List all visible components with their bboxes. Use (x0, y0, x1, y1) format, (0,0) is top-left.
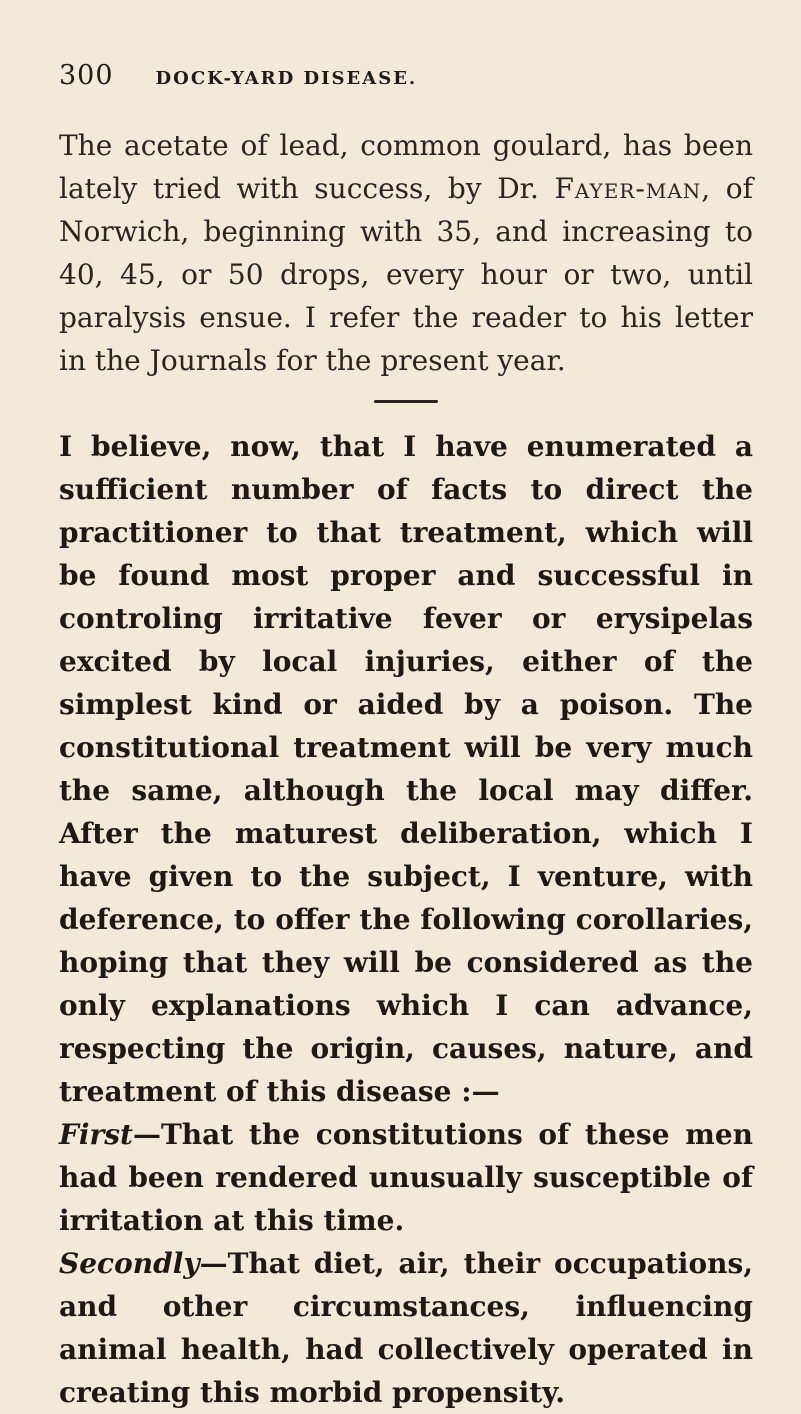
corollary-text-first: —That the constitutions of these men had been rendered unusually susceptible of irritation at this time. (59, 1118, 753, 1237)
paragraph-text-part-two: , of Norwich, beginning with 35, and increasing to 40, 45, or 50 drops, every hour or two, until paralysis ensue. I refer the reader to his letter in the Journals for the present year. (59, 172, 753, 377)
corollary-lead-second: Secondly (59, 1247, 200, 1280)
corollary-text-second: —That diet, air, their occupations, and other circumstances, influencing animal health, had collectively operated in creating this morbid propensity. (59, 1247, 753, 1409)
page-header (59, 60, 753, 116)
paragraph-acetate-of-lead (59, 124, 753, 382)
paragraph-text: I believe, now, that I have enumerated a sufficient number of facts to direct the practitioner to that treatment, which will be found most proper and successful in controling irritative fever or erysipelas excited by local injuries, either of the simplest kind or aided by a poison. The constitutional treatment will be very much the same, although the local may differ. After the maturest deliberation, which I have given to the subject, I venture, with deference, to offer the following corollaries, hoping that they will be considered as the only explanations which I can advance, respecting the origin, causes, nature, and treatment of this disease :— (59, 430, 753, 1108)
section-divider (374, 400, 438, 403)
physician-name: Fayer-man (554, 172, 702, 205)
corollary-lead-first: First (59, 1118, 133, 1151)
paragraph-enumerated-facts (59, 425, 753, 1113)
running-head: DOCK-YARD DISEASE. (155, 68, 418, 89)
page-number: 300 (59, 60, 114, 91)
paragraph-first-corollary (59, 1113, 753, 1242)
paragraph-second-corollary (59, 1242, 753, 1414)
paragraph-text-part-one: The acetate of lead, common goulard, has been lately tried with success, by Dr. (59, 129, 753, 205)
